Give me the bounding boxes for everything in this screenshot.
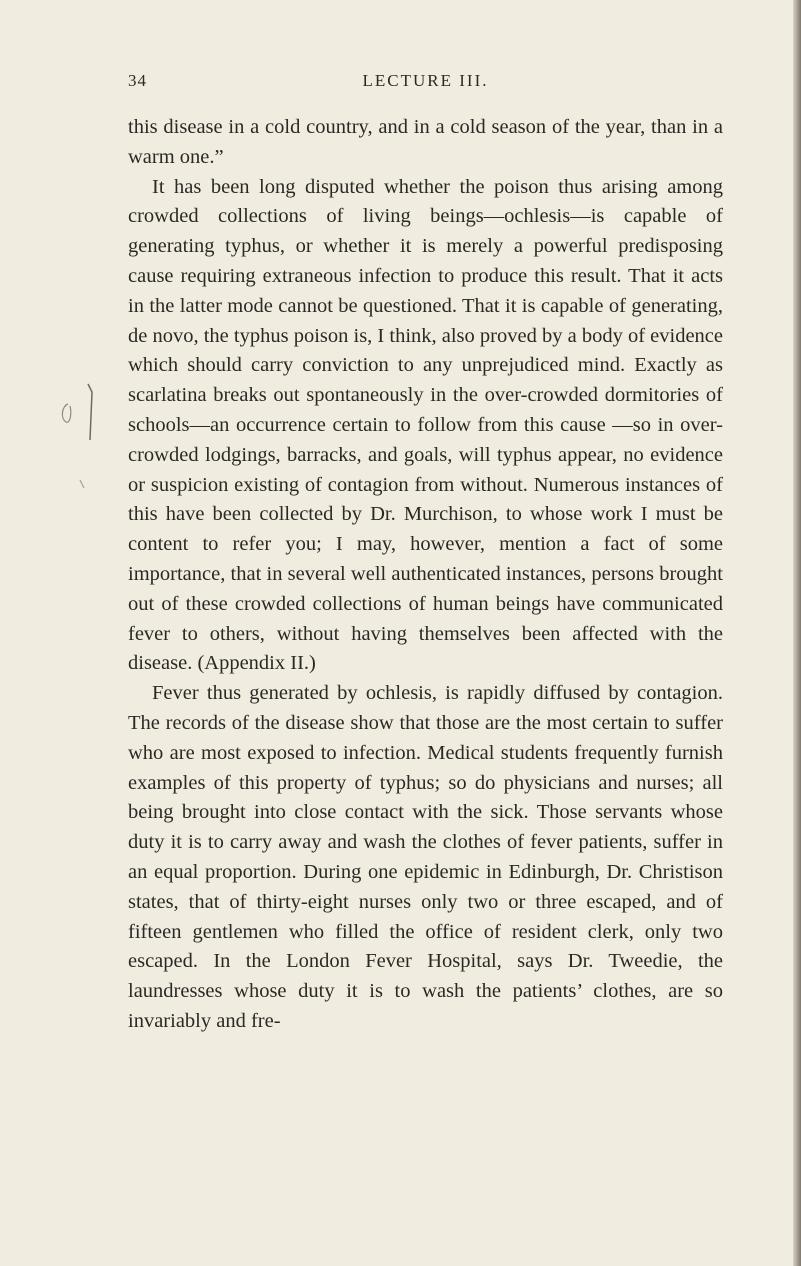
running-title: LECTURE III.	[362, 71, 489, 90]
margin-pencil-marks	[58, 380, 98, 510]
page-edge-shadow	[793, 0, 801, 1266]
running-head	[128, 71, 723, 101]
margin-mark-line	[88, 384, 92, 440]
paragraph-contagion: Fever thus generated by ochlesis, is rapidly diffused by contagion. The records of the disease show that those are the most certain to suffer who are most exposed to infection. Medical students frequently furnish examples of this property of typhus; so do physicians and nurses; all being brought into close contact with the sick. Those servants whose duty it is to carry away and wash the clothes of fever patients, suffer in an equal proportion. During one epidemic in Edinburgh, Dr. Christison states, that of thirty-eight nurses only two or three escaped, and of fifteen gentlemen who filled the office of resident clerk, only two escaped. In the London Fever Hospital, says Dr. Tweedie, the laundresses whose duty it is to wash the patients’ clothes, are so invariably and fre-	[128, 682, 723, 1032]
margin-mark-loop	[62, 404, 70, 422]
paragraph-continuation: this disease in a cold country, and in a cold season of the year, than in a warm one.”	[128, 116, 723, 168]
paragraph-ochlesis: It has been long disputed whether the poison thus arising among crowded collections of living beings—ochlesis—is capable of generating typhus, or whether it is merely a powerful predisposing cause requiring extraneous infection to produce this result. That it acts in the latter mode cannot be questioned. That it is capable of generating, de novo, the typhus poison is, I think, also proved by a body of evidence which should carry conviction to any unprejudiced mind. Exactly as scarlatina breaks out spontaneously in the over-crowded dormitories of schools—an occurrence certain to follow from this cause —so in over-crowded lodgings, barracks, and goals, will typhus appear, no evidence or suspicion existing of contagion from without. Numerous instances of this have been collected by Dr. Murchison, to whose work I must be content to refer you; I may, however, mention a fact of some importance, that in several well authenticated instances, persons brought out of these crowded collections of human beings have communicated fever to others, without having themselves been affected with the disease. (Appendix II.)	[128, 175, 723, 675]
page-number: 34	[128, 71, 147, 90]
body-text	[128, 113, 723, 1037]
margin-mark-tick	[80, 480, 84, 488]
